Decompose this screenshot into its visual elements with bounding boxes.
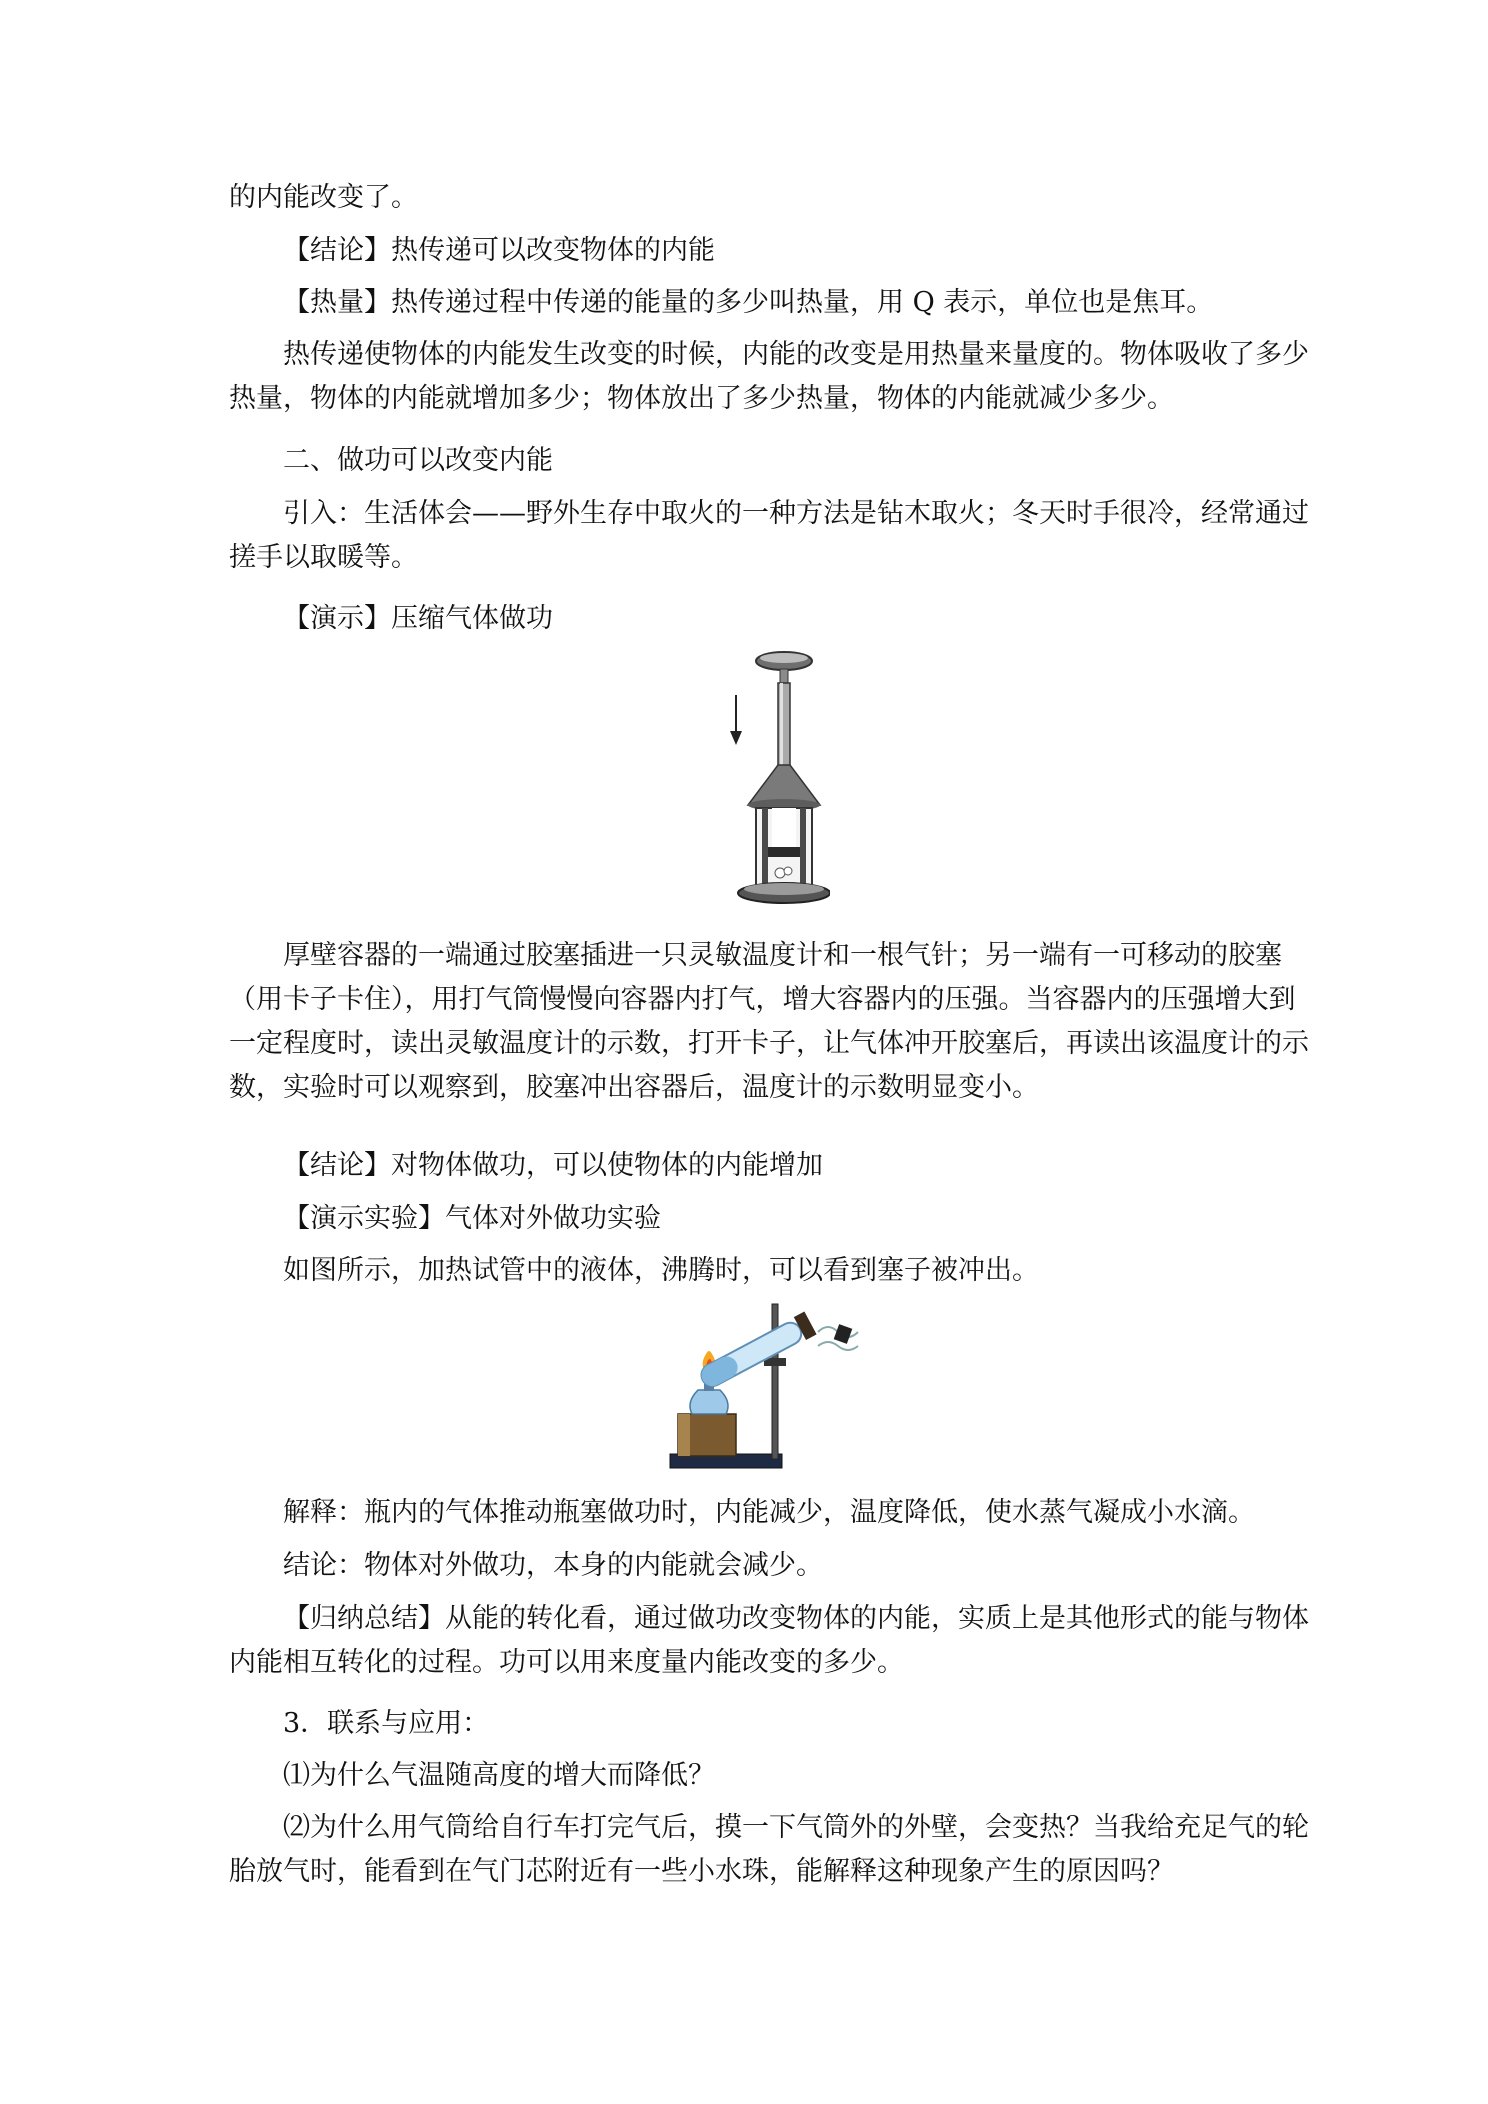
question-1: [229, 1754, 1277, 1798]
text-line: 【结论】对物体做功，可以使物体的内能增加: [283, 1150, 823, 1181]
paragraph-explanation: [229, 1491, 1277, 1535]
text-line: 热量，物体的内能就增加多少；物体放出了多少热量，物体的内能就减少多少。: [229, 383, 1174, 414]
text-line: 【演示】压缩气体做功: [283, 603, 553, 634]
paragraph-continuation: [229, 176, 1277, 220]
paragraph-conclusion-heat-transfer: [229, 229, 1277, 273]
paragraph-figure-description: [229, 1249, 1277, 1293]
paragraph-demo-compression: [229, 597, 1277, 641]
text-line: 【归纳总结】从能的转化看，通过做功改变物体的内能，实质上是其他形式的能与物体: [283, 1603, 1309, 1634]
text-line: 如图所示，加热试管中的液体，沸腾时，可以看到塞子被冲出。: [283, 1255, 1039, 1286]
text-line: 结论：物体对外做功，本身的内能就会减少。: [283, 1550, 823, 1581]
heated-test-tube-icon: [668, 1302, 868, 1472]
text-line: 【结论】热传递可以改变物体的内能: [283, 235, 715, 266]
paragraph-summary: [229, 1597, 1309, 1685]
text-line: 引入：生活体会——野外生存中取火的一种方法是钻木取火；冬天时手很冷，经常通过: [283, 498, 1309, 529]
text-line: 一定程度时，读出灵敏温度计的示数，打开卡子，让气体冲开胶塞后，再读出该温度计的示: [229, 1028, 1309, 1059]
text-line: 厚壁容器的一端通过胶塞插进一只灵敏温度计和一根气针；另一端有一可移动的胶塞: [283, 940, 1282, 971]
section-heading-work: [229, 439, 1277, 483]
paragraph-demo-description: [229, 934, 1309, 1110]
text-line: 搓手以取暖等。: [229, 542, 418, 573]
text-line: 的内能改变了。: [229, 182, 418, 213]
text-line: 【热量】热传递过程中传递的能量的多少叫热量，用 Q 表示，单位也是焦耳。: [283, 287, 1214, 318]
section-heading-application: [229, 1702, 1277, 1746]
paragraph-conclusion-external-work: [229, 1544, 1277, 1588]
text-line: （用卡子卡住），用打气筒慢慢向容器内打气，增大容器内的压强。当容器内的压强增大到: [229, 984, 1296, 1015]
fire-syringe-icon: [720, 645, 830, 911]
text-line: 热传递使物体的内能发生改变的时候，内能的改变是用热量来量度的。物体吸收了多少: [283, 339, 1309, 370]
text-line: 胎放气时，能看到在气门芯附近有一些小水珠，能解释这种现象产生的原因吗？: [229, 1856, 1174, 1887]
text-line: 二、做功可以改变内能: [283, 445, 553, 476]
question-2: [229, 1806, 1309, 1894]
text-line: 3．联系与应用：: [283, 1708, 490, 1739]
text-line: 数，实验时可以观察到，胶塞冲出容器后，温度计的示数明显变小。: [229, 1072, 1039, 1103]
paragraph-heat-definition: [229, 281, 1277, 325]
paragraph-heat-measure: [229, 333, 1309, 421]
paragraph-demo-experiment: [229, 1197, 1277, 1241]
paragraph-introduction: [229, 492, 1309, 580]
text-line: 解释：瓶内的气体推动瓶塞做功时，内能减少，温度降低，使水蒸气凝成小水滴。: [283, 1497, 1255, 1528]
text-line: 内能相互转化的过程。功可以用来度量内能改变的多少。: [229, 1647, 904, 1678]
paragraph-conclusion-work: [229, 1144, 1277, 1188]
text-line: 【演示实验】气体对外做功实验: [283, 1203, 661, 1234]
text-line: ⑴为什么气温随高度的增大而降低？: [283, 1760, 715, 1791]
text-line: ⑵为什么用气筒给自行车打完气后，摸一下气筒外的外壁，会变热？当我给充足气的轮: [283, 1812, 1309, 1843]
